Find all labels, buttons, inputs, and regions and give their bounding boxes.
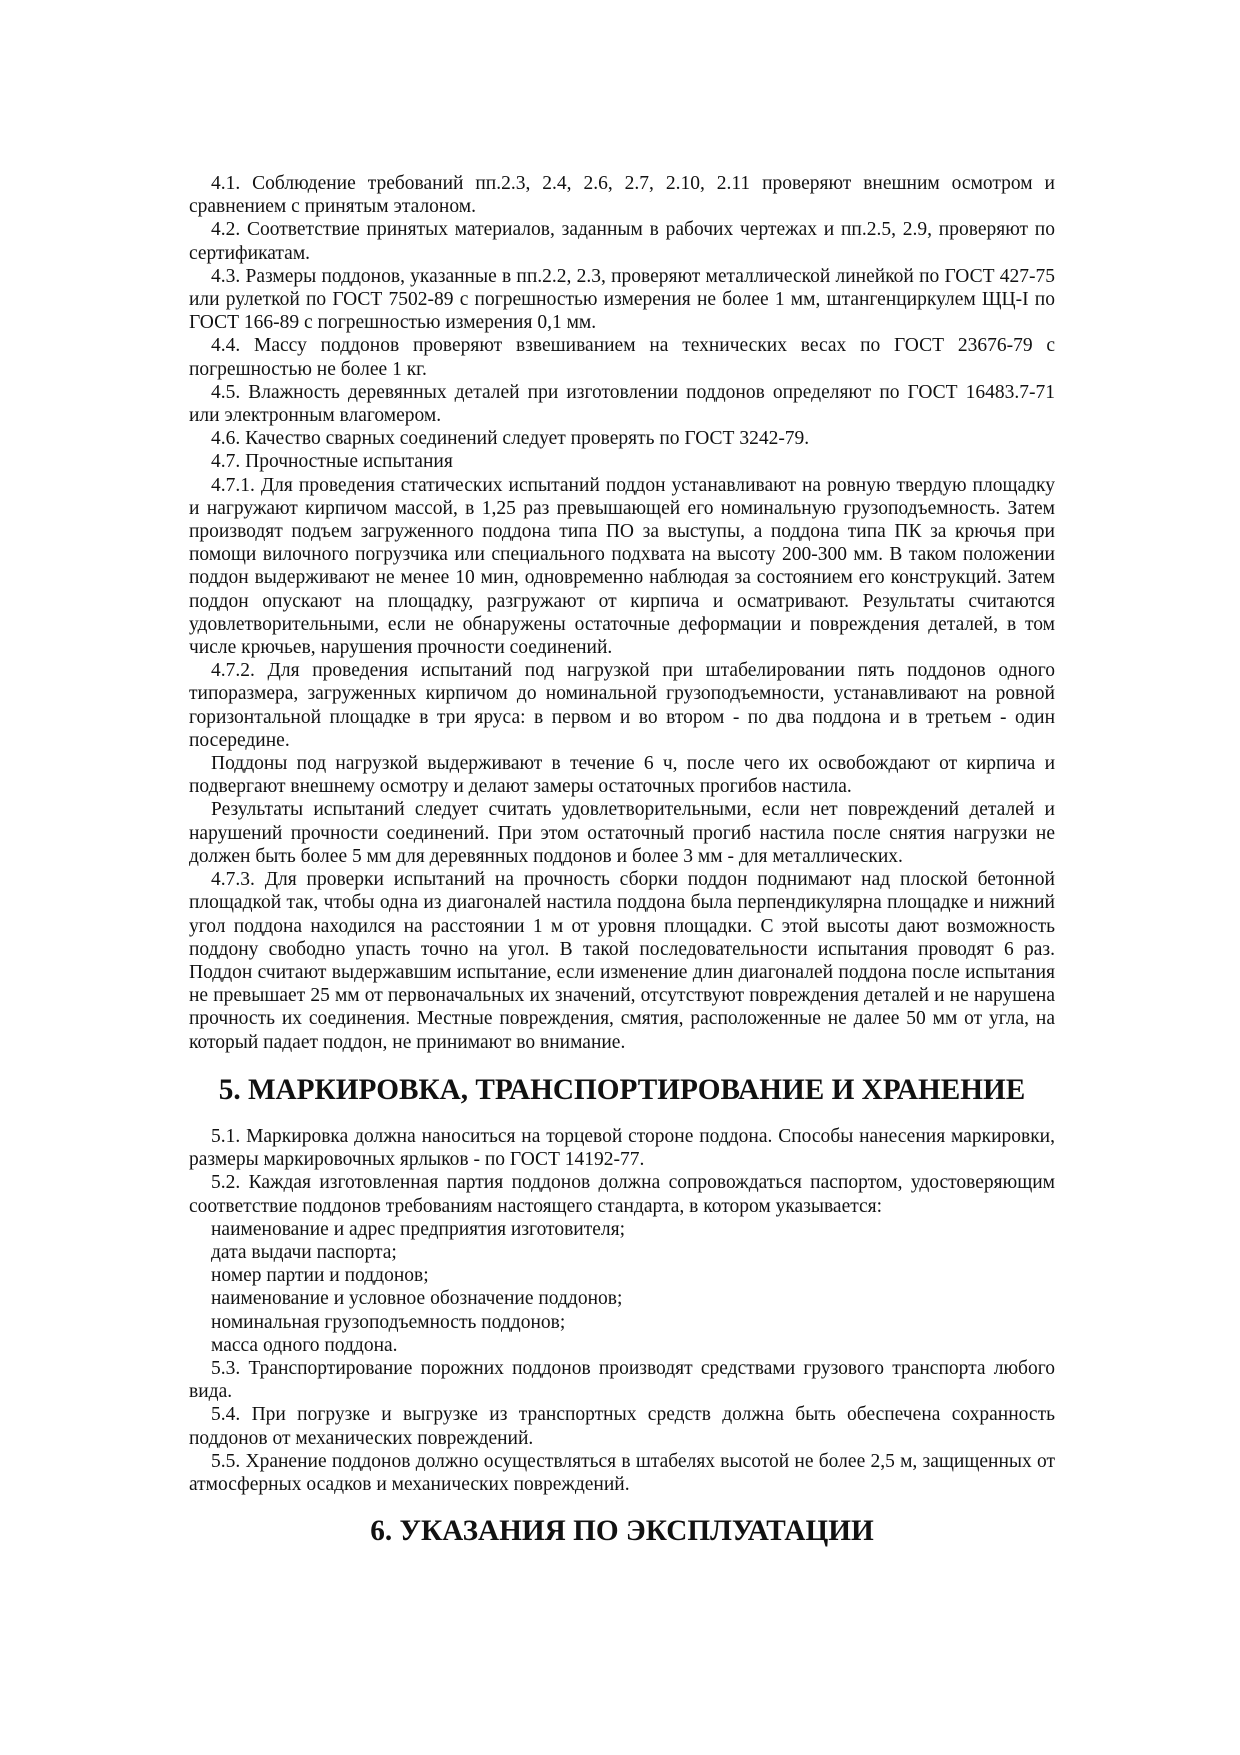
section-5-body [189,1125,1055,1496]
paragraph-5-3: 5.3. Транспортирование порожних поддонов производят средствами грузового транспорта любого вида. [189,1357,1055,1403]
paragraph-5-4: 5.4. При погрузке и выгрузке из транспортных средств должна быть обеспечена сохранность поддонов от механических повреждений. [189,1404,1055,1449]
list-item: номер партии и поддонов; [211,1265,429,1287]
paragraph-4-7: 4.7. Прочностные испытания [211,451,453,473]
paragraph-4-4: 4.4. Массу поддонов проверяют взвешиванием на технических весах по ГОСТ 23676-79 с погрешностью не более 1 кг. [189,335,1055,380]
paragraph-4-3: 4.3. Размеры поддонов, указанные в пп.2.2, 2.3, проверяют металлической линейкой по ГОСТ 427-75 или рулеткой по ГОСТ 7502-89 с погрешностью измерения не более 1 мм, штангенциркулем ЩЦ-I по ГОСТ 166-89 с погрешностью измерения 0,1 мм. [189,265,1055,334]
paragraph-4-5: 4.5. Влажность деревянных деталей при изготовлении поддонов определяют по ГОСТ 16483.7-71 или электронным влагомером. [189,381,1055,427]
paragraph-4-7-2: 4.7.2. Для проведения испытаний под нагрузкой при штабелировании пять поддонов одного типоразмера, загруженных кирпичом до номинальной грузоподъемности, устанавливают на ровной горизонтальной площадке в три яруса: в первом и во втором - по два поддона и в третьем - один посередине. [189,660,1055,751]
list-item: наименование и условное обозначение поддонов; [211,1288,623,1310]
section-4-body [189,172,1055,1054]
paragraph-4-7-2-holding: Поддоны под нагрузкой выдерживают в течение 6 ч, после чего их освобождают от кирпича и подвергают внешнему осмотру и делают замеры остаточных прогибов настила. [189,753,1055,798]
section-5-heading: 5. МАРКИРОВКА, ТРАНСПОРТИРОВАНИЕ И ХРАНЕНИЕ [218,1073,1026,1106]
section-6-heading: 6. УКАЗАНИЯ ПО ЭКСПЛУАТАЦИИ [370,1515,874,1548]
paragraph-4-2: 4.2. Соответствие принятых материалов, заданным в рабочих чертежах и пп.2.5, 2.9, проверяют по сертификатам. [189,219,1055,264]
paragraph-5-1: 5.1. Маркировка должна наноситься на торцевой стороне поддона. Способы нанесения маркировки, размеры маркировочных ярлыков - по ГОСТ 14192-77. [189,1125,1055,1171]
paragraph-4-7-3: 4.7.3. Для проверки испытаний на прочность сборки поддон поднимают над плоской бетонной площадкой так, чтобы одна из диагоналей настила поддона была перпендикулярна площадке и нижний угол поддона находился на расстоянии 1 м от уровня площадки. С этой высоты дают возможность поддону свободно упасть точно на угол. В такой последовательности испытания проводят 6 раз. Поддон считают выдержавшим испытание, если изменение длин диагоналей поддона после испытания не превышает 25 мм от первоначальных их значений, отсутствуют повреждения деталей и не нарушена прочность их соединения. Местные повреждения, смятия, расположенные не далее 50 мм от угла, на который падает поддон, не принимают во внимание. [189,869,1055,1053]
paragraph-4-7-1: 4.7.1. Для проведения статических испытаний поддон устанавливают на ровную твердую площадку и нагружают кирпичом массой, в 1,25 раз превышающей его номинальную грузоподъемность. Затем производят подъем загруженного поддона типа ПО за выступы, а поддона типа ПК за крючья при помощи вилочного погрузчика или специального подхвата на высоту 200-300 мм. В таком положении поддон выдерживают не менее 10 мин, одновременно наблюдая за состоянием его конструкций. Затем поддон опускают на площадку, разгружают от кирпича и осматривают. Результаты считаются удовлетворительными, если не обнаружены остаточные деформации и повреждения деталей, в том числе крючьев, нарушения прочности соединений. [189,474,1055,659]
paragraph-5-2: 5.2. Каждая изготовленная партия поддонов должна сопровождаться паспортом, удостоверяющим соответствие поддонов требованиям настоящего стандарта, в котором указывается: [189,1172,1055,1217]
paragraph-4-1: 4.1. Соблюдение требований пп.2.3, 2.4, 2.6, 2.7, 2.10, 2.11 проверяют внешним осмотром и сравнением с принятым эталоном. [189,173,1055,218]
paragraph-4-7-2-results: Результаты испытаний следует считать удовлетворительными, если нет повреждений деталей и нарушений прочности соединений. При этом остаточный прогиб настила после снятия нагрузки не должен быть более 5 мм для деревянных поддонов и более 3 мм - для металлических. [189,799,1055,867]
list-item: наименование и адрес предприятия изготовителя; [211,1218,626,1240]
document-page [189,172,1055,1548]
list-item: масса одного поддона. [211,1334,398,1356]
list-item: дата выдачи паспорта; [211,1241,397,1263]
list-item: номинальная грузоподъемность поддонов; [211,1311,566,1333]
paragraph-4-6: 4.6. Качество сварных соединений следует проверять по ГОСТ 3242-79. [211,428,810,450]
passport-list [189,1218,1055,1357]
paragraph-5-5: 5.5. Хранение поддонов должно осуществляться в штабелях высотой не более 2,5 м, защищенных от атмосферных осадков и механических повреждений. [189,1450,1055,1495]
